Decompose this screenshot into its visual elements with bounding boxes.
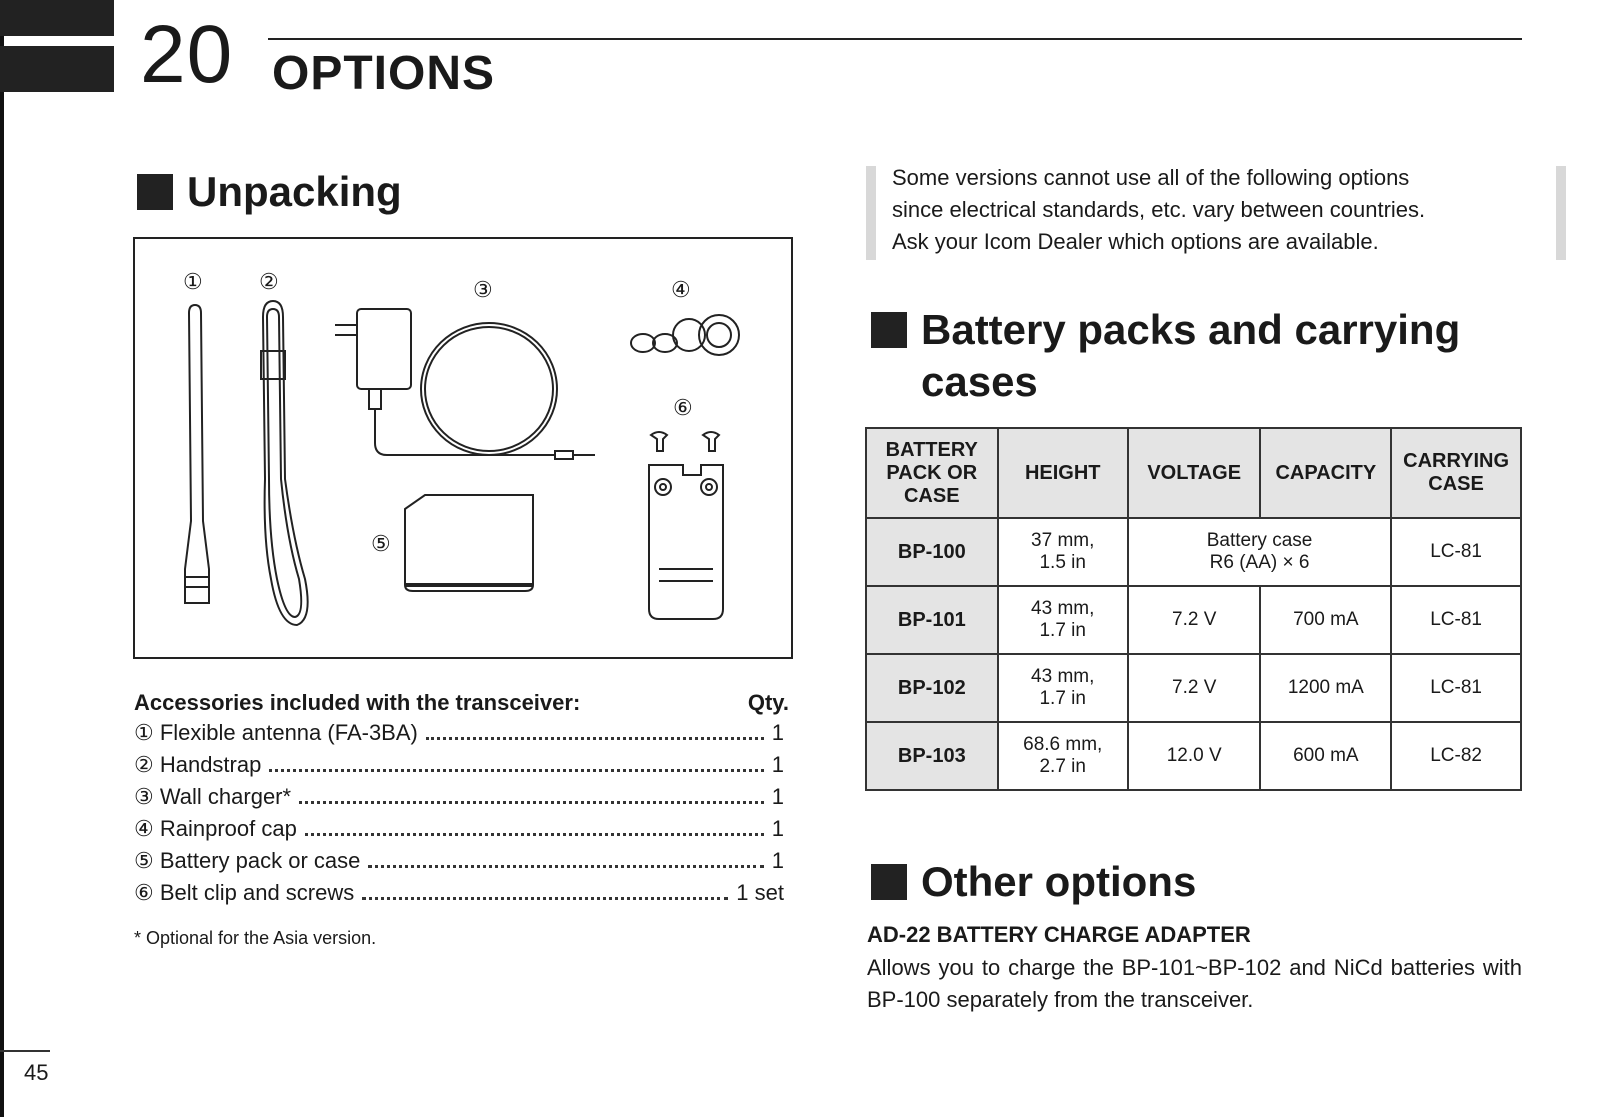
- item-label: ④ Rainproof cap: [134, 816, 297, 841]
- height-cell: 68.6 mm, 2.7 in: [998, 722, 1128, 790]
- accessories-heading: [134, 690, 789, 716]
- page-number-rule: [0, 1050, 50, 1052]
- table-row: [866, 654, 1521, 722]
- item-label: ③ Wall charger*: [134, 784, 292, 809]
- battery-case-cell: Battery case R6 (AA) × 6: [1128, 518, 1391, 586]
- handstrap-icon: [261, 301, 308, 625]
- antenna-icon: [185, 305, 209, 603]
- accessories-drawing: [135, 239, 791, 657]
- table-row: [866, 586, 1521, 654]
- chapter-tab-bar-top: [0, 0, 114, 36]
- capacity-cell: 700 mA: [1260, 586, 1391, 654]
- list-item: [134, 848, 784, 880]
- illustration-label-4: ④: [671, 277, 691, 302]
- accessories-illustration: [133, 237, 793, 659]
- leader-dots: [299, 801, 764, 804]
- item-qty: 1: [771, 816, 784, 841]
- header-cell: VOLTAGE: [1128, 428, 1261, 518]
- list-item: [134, 816, 784, 848]
- item-label: ⑤ Battery pack or case: [134, 848, 361, 873]
- table-row: [866, 722, 1521, 790]
- accessories-list: [134, 720, 784, 912]
- footnote: * Optional for the Asia version.: [134, 928, 377, 948]
- accessories-heading-text: Accessories included with the transceiver:: [134, 690, 581, 715]
- page-left-rule: [0, 0, 4, 1117]
- item-label: ① Flexible antenna (FA-3BA): [134, 720, 418, 745]
- table-header-row: [866, 428, 1521, 518]
- item-qty: 1: [771, 848, 784, 873]
- pack-cell: BP-102: [866, 654, 998, 722]
- illustration-label-2: ②: [259, 269, 279, 294]
- belt-clip-icon: [649, 432, 723, 619]
- section-square-icon: [137, 174, 173, 210]
- case-cell: LC-81: [1391, 654, 1521, 722]
- illustration-label-1: ①: [183, 269, 203, 294]
- ad22-description: Allows you to charge the BP-101~BP-102 and NiCd batteries with BP-100 separately from the transceiver.: [867, 955, 1522, 1012]
- battery-heading-cont: cases: [921, 358, 1038, 405]
- illustration-label-3: ③: [473, 277, 493, 302]
- battery-heading: [871, 304, 1460, 356]
- list-item: [134, 752, 784, 784]
- leader-dots: [362, 897, 728, 900]
- voltage-cell: 7.2 V: [1128, 654, 1261, 722]
- leader-dots: [305, 833, 764, 836]
- list-item: [134, 720, 784, 752]
- notice-edge-left: [866, 166, 876, 260]
- notice-line: since electrical standards, etc. vary between countries.: [892, 197, 1426, 222]
- other-options-heading: [871, 856, 1196, 908]
- case-cell: LC-81: [1391, 518, 1521, 586]
- leader-dots: [368, 865, 763, 868]
- notice-line: Some versions cannot use all of the following options: [892, 165, 1410, 190]
- list-item: [134, 784, 784, 816]
- wall-charger-icon: [335, 309, 595, 459]
- case-cell: LC-81: [1391, 586, 1521, 654]
- chapter-tab-bar-bottom: [0, 46, 114, 92]
- battery-pack-icon: [405, 495, 533, 591]
- pack-cell: BP-103: [866, 722, 998, 790]
- section-square-icon: [871, 864, 907, 900]
- leader-dots: [426, 737, 764, 740]
- item-label: ⑥ Belt clip and screws: [134, 880, 355, 905]
- other-options-heading-text: Other options: [921, 858, 1197, 905]
- item-qty: 1: [771, 784, 784, 809]
- capacity-cell: 1200 mA: [1260, 654, 1391, 722]
- item-qty: 1 set: [736, 880, 784, 905]
- header-cell: HEIGHT: [998, 428, 1128, 518]
- header-cell: BATTERY PACK OR CASE: [866, 428, 998, 518]
- header-cell: CARRYING CASE: [1391, 428, 1521, 518]
- rainproof-cap-icon: [631, 315, 739, 355]
- item-qty: 1: [771, 720, 784, 745]
- unpacking-heading: [137, 166, 402, 218]
- height-cell: 37 mm, 1.5 in: [998, 518, 1128, 586]
- voltage-cell: 12.0 V: [1128, 722, 1261, 790]
- height-cell: 43 mm, 1.7 in: [998, 654, 1128, 722]
- ad22-title: AD-22 BATTERY CHARGE ADAPTER: [867, 922, 1251, 947]
- unpacking-heading-text: Unpacking: [187, 168, 402, 215]
- battery-table: [865, 427, 1522, 791]
- pack-cell: BP-101: [866, 586, 998, 654]
- illustration-label-6: ⑥: [673, 395, 693, 420]
- leader-dots: [269, 769, 763, 772]
- availability-notice: [866, 162, 1566, 258]
- list-item: [134, 880, 784, 912]
- section-square-icon: [871, 312, 907, 348]
- battery-heading-line1: Battery packs and carrying: [921, 306, 1461, 353]
- chapter-number: 20: [140, 9, 234, 100]
- chapter-rule: [268, 38, 1522, 40]
- item-qty: 1: [771, 752, 784, 777]
- capacity-cell: 600 mA: [1260, 722, 1391, 790]
- illustration-label-5: ⑤: [371, 531, 391, 556]
- pack-cell: BP-100: [866, 518, 998, 586]
- height-cell: 43 mm, 1.7 in: [998, 586, 1128, 654]
- qty-heading: Qty.: [747, 690, 789, 715]
- header-cell: CAPACITY: [1260, 428, 1391, 518]
- notice-edge-right: [1556, 166, 1566, 260]
- case-cell: LC-82: [1391, 722, 1521, 790]
- voltage-cell: 7.2 V: [1128, 586, 1261, 654]
- chapter-title: OPTIONS: [272, 47, 496, 100]
- page-number: 45: [24, 1060, 49, 1085]
- notice-line: Ask your Icom Dealer which options are available.: [892, 229, 1379, 254]
- table-row: [866, 518, 1521, 586]
- item-label: ② Handstrap: [134, 752, 262, 777]
